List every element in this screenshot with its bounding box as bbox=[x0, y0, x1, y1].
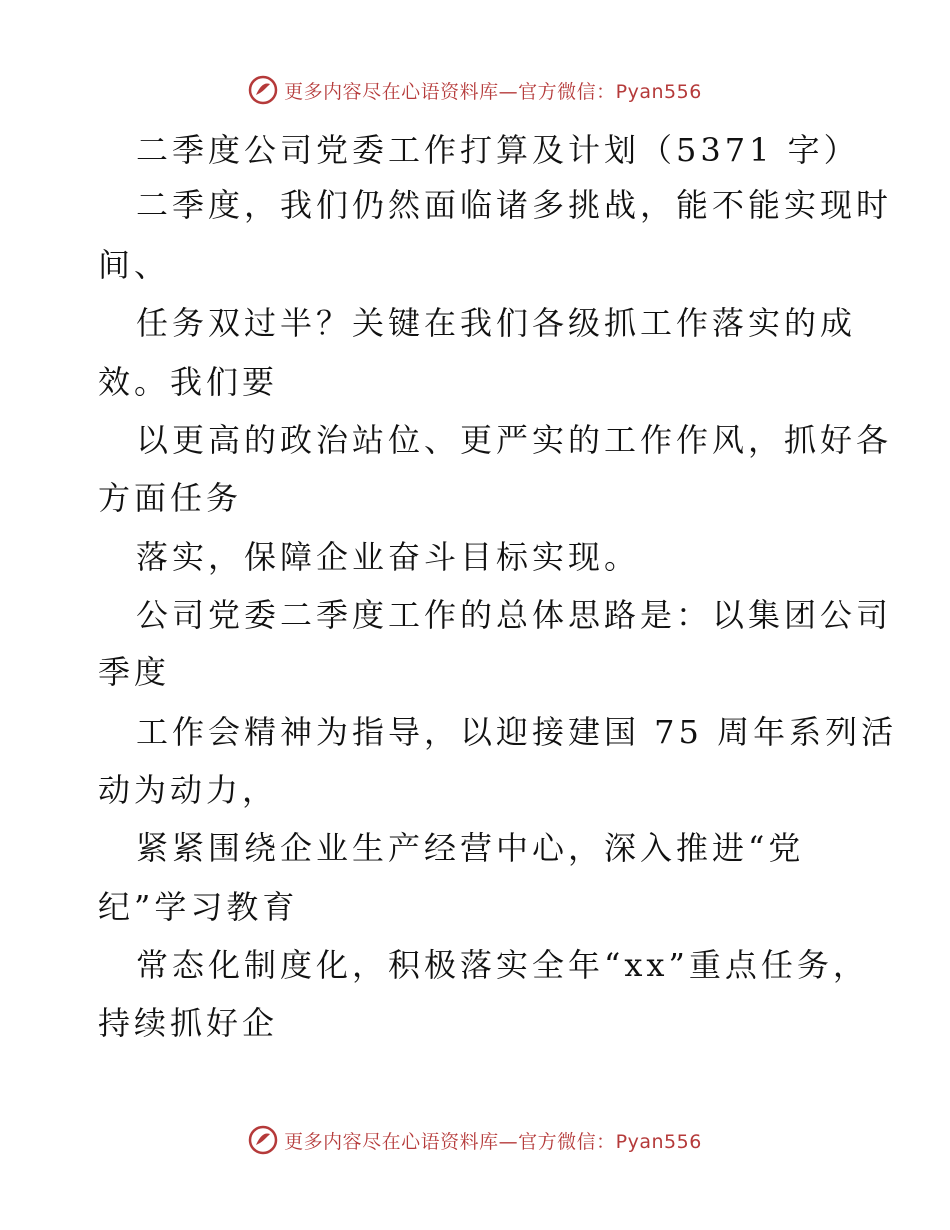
header-watermark bbox=[0, 70, 950, 110]
footer-watermark bbox=[0, 1120, 950, 1160]
paragraph-line: 常态化制度化，积极落实全年“xx”重点任务， bbox=[136, 946, 869, 984]
paragraph-line: 紧紧围绕企业生产经营中心，深入推进“党 bbox=[136, 829, 805, 867]
document-title: 二季度公司党委工作打算及计划（5371 字） bbox=[136, 131, 860, 169]
paragraph-line: 纪”学习教育 bbox=[98, 888, 299, 926]
seal-logo-icon bbox=[248, 1125, 278, 1155]
watermark-text: 更多内容尽在心语资料库—官方微信：Pyan556 bbox=[284, 1130, 702, 1153]
paragraph-line: 落实，保障企业奋斗目标实现。 bbox=[136, 538, 641, 576]
paragraph-line: 任务双过半？关键在我们各级抓工作落实的成 bbox=[136, 304, 857, 342]
watermark-text: 更多内容尽在心语资料库—官方微信：Pyan556 bbox=[284, 80, 702, 103]
seal-logo-icon bbox=[248, 75, 278, 105]
paragraph-line: 公司党委二季度工作的总体思路是：以集团公司 bbox=[136, 596, 893, 634]
paragraph-line: 方面任务 bbox=[98, 479, 243, 517]
paragraph-line: 季度 bbox=[98, 653, 171, 691]
paragraph-line: 二季度，我们仍然面临诸多挑战，能不能实现时 bbox=[136, 186, 893, 224]
paragraph-line: 以更高的政治站位、更严实的工作作风，抓好各 bbox=[136, 421, 893, 459]
paragraph-line: 持续抓好企 bbox=[98, 1004, 279, 1042]
paragraph-line: 间、 bbox=[98, 246, 171, 284]
paragraph-line: 工作会精神为指导，以迎接建国 75 周年系列活 bbox=[136, 713, 898, 751]
paragraph-line: 动为动力， bbox=[98, 771, 279, 809]
paragraph-line: 效。我们要 bbox=[98, 363, 279, 401]
